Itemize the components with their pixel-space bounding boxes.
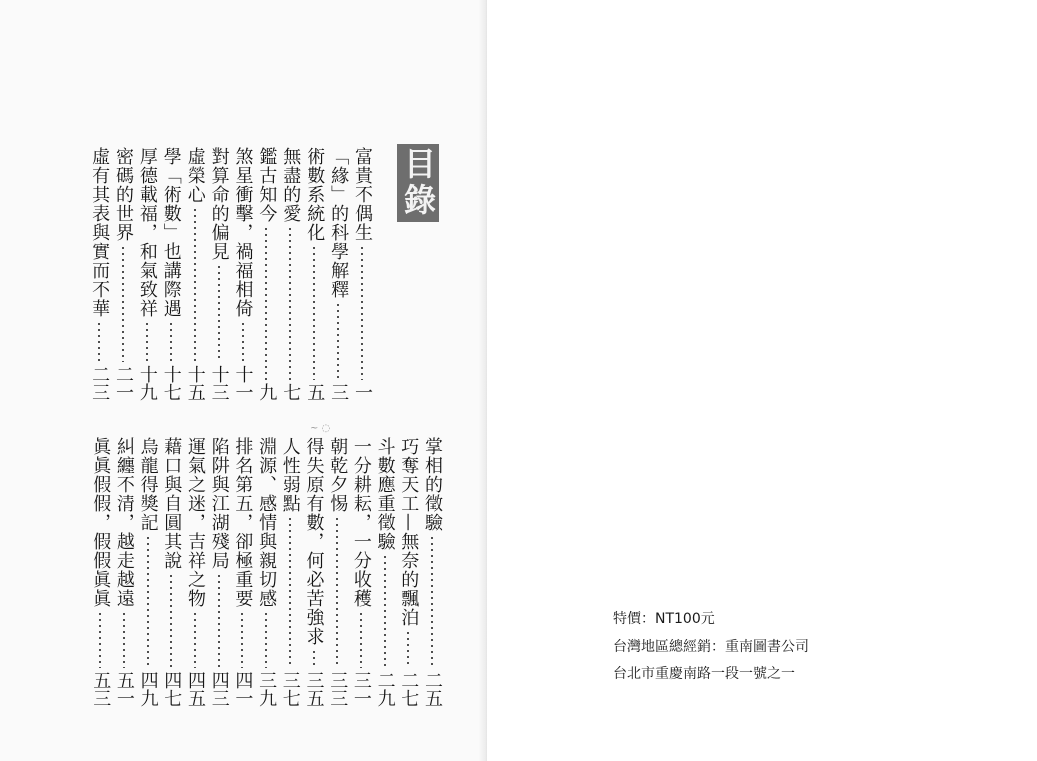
distributor-text: 台灣地區總經銷：重南圖書公司	[613, 639, 809, 655]
toc-entry-title: 斗數應重徵驗	[374, 437, 396, 551]
toc-entry-page: 二一	[113, 365, 134, 401]
toc-leader-dots	[313, 649, 315, 668]
toc-entry-page: 二三	[89, 365, 111, 401]
toc-entry	[184, 147, 206, 401]
toc-entry-page: 一	[352, 383, 373, 401]
toc-entry-page: 三一	[350, 671, 372, 707]
toc-entry-page: 四七	[161, 671, 183, 707]
toc-entry-title: 一分耕耘，一分收穫	[350, 437, 372, 608]
toc-entry-page: 九	[256, 383, 278, 401]
toc-entry-title: 人性弱點	[279, 437, 301, 513]
toc-entry-page: 三七	[279, 671, 301, 707]
toc-entry-title: 巧奪天工—無奈的飄泊	[398, 437, 420, 627]
toc-entry-page: 五	[304, 383, 326, 401]
price-text: 特價：NT100元	[613, 611, 715, 627]
toc-entry-title: 排名第五，卻極重要	[232, 437, 254, 608]
toc-leader-dots	[384, 554, 386, 668]
toc-entry	[326, 437, 348, 707]
toc-entry-title: 得失原有數，何必苦強求	[303, 437, 325, 646]
toc-entry-title: 掌相的徵驗	[422, 437, 443, 532]
toc-entry-page: 十九	[136, 365, 158, 401]
toc-entry-title: 朝乾夕惕	[327, 437, 349, 513]
toc-entry-page: 十一	[232, 365, 254, 401]
toc-leader-dots	[218, 573, 220, 668]
toc-entry-title: 虛有其表與實而不華	[89, 147, 111, 318]
toc-entry-page: 七	[280, 383, 302, 401]
toc-entry-page: 十三	[208, 365, 230, 401]
toc-entry	[303, 147, 325, 401]
toc-leader-dots	[313, 245, 315, 380]
toc-entry-page: 四九	[137, 671, 159, 707]
toc-leader-dots	[242, 321, 244, 362]
toc-title: 目錄	[399, 147, 437, 219]
toc-entry-title: 無盡的愛	[280, 147, 302, 223]
toc-leader-dots	[336, 516, 338, 668]
toc-leader-dots	[265, 226, 267, 380]
toc-entry	[303, 437, 325, 707]
toc-entry-title: 糾纏不清，越走越遠	[113, 437, 135, 608]
toc-leader-dots	[407, 630, 409, 668]
toc-entry	[88, 147, 110, 401]
toc-leader-dots	[218, 264, 220, 362]
toc-entry	[397, 437, 419, 707]
toc-entry	[160, 437, 182, 707]
toc-entry-title: 富貴不偶生	[352, 147, 373, 242]
toc-entry-page: 三九	[256, 671, 278, 707]
toc-entry-page: 五三	[90, 671, 112, 707]
toc-entry-title: 陷阱與江湖殘局	[208, 437, 230, 570]
toc-entry-page: 二五	[422, 671, 443, 707]
address-text: 台北市重慶南路一段一號之一	[613, 666, 795, 682]
toc-entry-title: 煞星衝擊，禍福相倚	[232, 147, 254, 318]
toc-leader-dots	[98, 321, 100, 362]
toc-entry-page: 四五	[185, 671, 206, 707]
scan-smudge: ~ ◌	[310, 423, 331, 434]
toc-entry	[89, 437, 111, 707]
toc-leader-dots	[146, 321, 148, 362]
toc-entry	[351, 147, 373, 401]
toc-entry	[232, 147, 254, 401]
toc-entry-page: 二七	[398, 671, 420, 707]
toc-entry-page: 十五	[184, 365, 206, 401]
toc-leader-dots	[289, 226, 291, 380]
toc-entry	[255, 437, 277, 707]
toc-leader-dots	[241, 611, 243, 668]
toc-entry-page: 二九	[374, 671, 396, 707]
toc-entry-page: 四三	[208, 671, 230, 707]
toc-entry-title: 藉口與自圓其說	[161, 437, 183, 570]
toc-leader-dots	[170, 321, 172, 362]
toc-leader-dots	[122, 245, 124, 362]
toc-entry-title: 烏龍得獎記	[137, 437, 159, 532]
toc-entry	[112, 147, 134, 401]
toc-entry-page: 三三	[327, 671, 349, 707]
toc-entry-title: 學「術數」也講際遇	[160, 147, 182, 318]
toc-entry	[184, 437, 206, 707]
toc-entry	[350, 437, 372, 707]
toc-entry	[327, 147, 349, 401]
toc-entry	[208, 437, 230, 707]
toc-entry-title: 對算命的偏見	[208, 147, 230, 261]
toc-leader-dots	[361, 245, 363, 380]
toc-leader-dots	[170, 573, 172, 668]
toc-entry-title: 鑑古知今	[256, 147, 278, 223]
toc-entry	[113, 437, 135, 707]
toc-entry-page: 三五	[303, 671, 325, 707]
toc-leader-dots	[431, 535, 433, 668]
toc-entry	[208, 147, 230, 401]
toc-leader-dots	[289, 516, 291, 668]
toc-entry	[255, 147, 277, 401]
toc-entry-title: 厚德載福，和氣致祥	[136, 147, 158, 318]
toc-entry-page: 三	[328, 383, 350, 401]
toc-leader-dots	[147, 535, 149, 668]
toc-entry	[136, 147, 158, 401]
toc-title-box	[397, 144, 439, 222]
toc-leader-dots	[194, 207, 196, 362]
toc-entry-title: 「緣」的科學解釋	[328, 147, 350, 299]
toc-entry	[279, 437, 301, 707]
toc-entry	[137, 437, 159, 707]
toc-entry-title: 眞眞假假，假假眞眞	[90, 437, 112, 608]
toc-entry	[421, 437, 443, 707]
toc-leader-dots	[194, 611, 196, 668]
toc-leader-dots	[337, 302, 339, 380]
toc-entry-title: 虛榮心	[184, 147, 206, 204]
toc-entry-title: 術數系統化	[304, 147, 326, 242]
toc-entry-title: 運氣之迷，吉祥之物	[185, 437, 206, 608]
toc-entry-title: 密碼的世界	[113, 147, 134, 242]
toc-entry-title: 淵源、感情與親切感	[256, 437, 278, 608]
toc-entry-page: 四一	[232, 671, 254, 707]
toc-entry	[374, 437, 396, 707]
toc-leader-dots	[360, 611, 362, 668]
toc-entry-page: 五一	[113, 671, 135, 707]
toc-entry	[160, 147, 182, 401]
left-page	[0, 0, 487, 761]
toc-entry	[231, 437, 253, 707]
toc-leader-dots	[265, 611, 267, 668]
toc-leader-dots	[99, 611, 101, 668]
toc-leader-dots	[123, 611, 125, 668]
toc-entry	[279, 147, 301, 401]
toc-entry-page: 十七	[160, 365, 182, 401]
